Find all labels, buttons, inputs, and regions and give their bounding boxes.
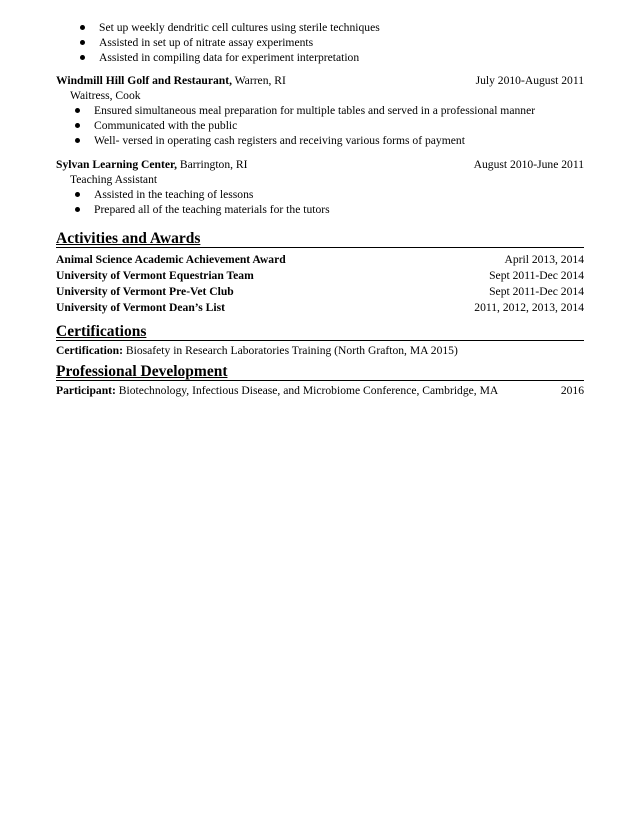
activities-section <box>56 230 584 316</box>
list-item: Set up weekly dendritic cell cultures using sterile techniques <box>56 20 584 35</box>
job-windmill-hill <box>56 73 584 148</box>
bullet-icon <box>75 192 80 197</box>
list-item: Ensured simultaneous meal preparation for multiple tables and served in a professional manner <box>56 103 584 118</box>
bullet-icon <box>75 138 80 143</box>
list-item: University of Vermont Pre-Vet Club Sept 2011-Dec 2014 <box>56 285 584 298</box>
employer-location: Warren, RI <box>231 74 286 87</box>
list-item: Communicated with the public <box>56 118 584 133</box>
activities-list <box>56 252 584 316</box>
list-item: University of Vermont Dean’s List 2011, 2012, 2013, 2014 <box>56 301 584 314</box>
section-heading: Certifications <box>56 323 584 341</box>
section-heading: Professional Development <box>56 363 584 381</box>
bullet-icon <box>80 55 85 60</box>
resume-page <box>56 20 584 398</box>
bullet-icon <box>80 40 85 45</box>
intro-bullet-list <box>56 20 584 65</box>
entry-year: 2016 <box>560 384 584 397</box>
certifications-section <box>56 323 584 358</box>
certification-entry: Certification: Biosafety in Research Laboratories Training (North Grafton, MA 2015) <box>56 344 458 357</box>
bullet-icon <box>75 207 80 212</box>
list-item: Prepared all of the teaching materials for the tutors <box>56 202 584 217</box>
job-header <box>56 157 584 172</box>
list-item: Animal Science Academic Achievement Award April 2013, 2014 <box>56 253 584 266</box>
job-dates: July 2010-August 2011 <box>475 74 584 87</box>
list-item: Assisted in set up of nitrate assay experiments <box>56 35 584 50</box>
employer-name: Windmill Hill Golf and Restaurant, <box>56 74 232 87</box>
list-item: University of Vermont Equestrian Team Sept 2011-Dec 2014 <box>56 269 584 282</box>
job-bullet-list <box>56 187 584 217</box>
list-item: Well- versed in operating cash registers and receiving various forms of payment <box>56 133 584 148</box>
job-title: Teaching Assistant <box>70 173 158 186</box>
bullet-icon <box>80 25 85 30</box>
job-bullet-list <box>56 103 584 148</box>
employer-name: Sylvan Learning Center, <box>56 158 177 171</box>
bullet-icon <box>75 108 80 113</box>
list-item: Assisted in the teaching of lessons <box>56 187 584 202</box>
professional-development-section <box>56 363 584 398</box>
professional-development-entry: Participant: Biotechnology, Infectious Disease, and Microbiome Conference, Cambridge, MA 2016 <box>56 384 584 397</box>
section-heading: Activities and Awards <box>56 230 584 248</box>
list-item: Assisted in compiling data for experiment interpretation <box>56 50 584 65</box>
job-header <box>56 73 584 88</box>
bullet-icon <box>75 123 80 128</box>
job-title: Waitress, Cook <box>70 89 141 102</box>
job-dates: August 2010-June 2011 <box>473 158 584 171</box>
employer-location: Barrington, RI <box>177 158 248 171</box>
job-sylvan-learning <box>56 157 584 217</box>
